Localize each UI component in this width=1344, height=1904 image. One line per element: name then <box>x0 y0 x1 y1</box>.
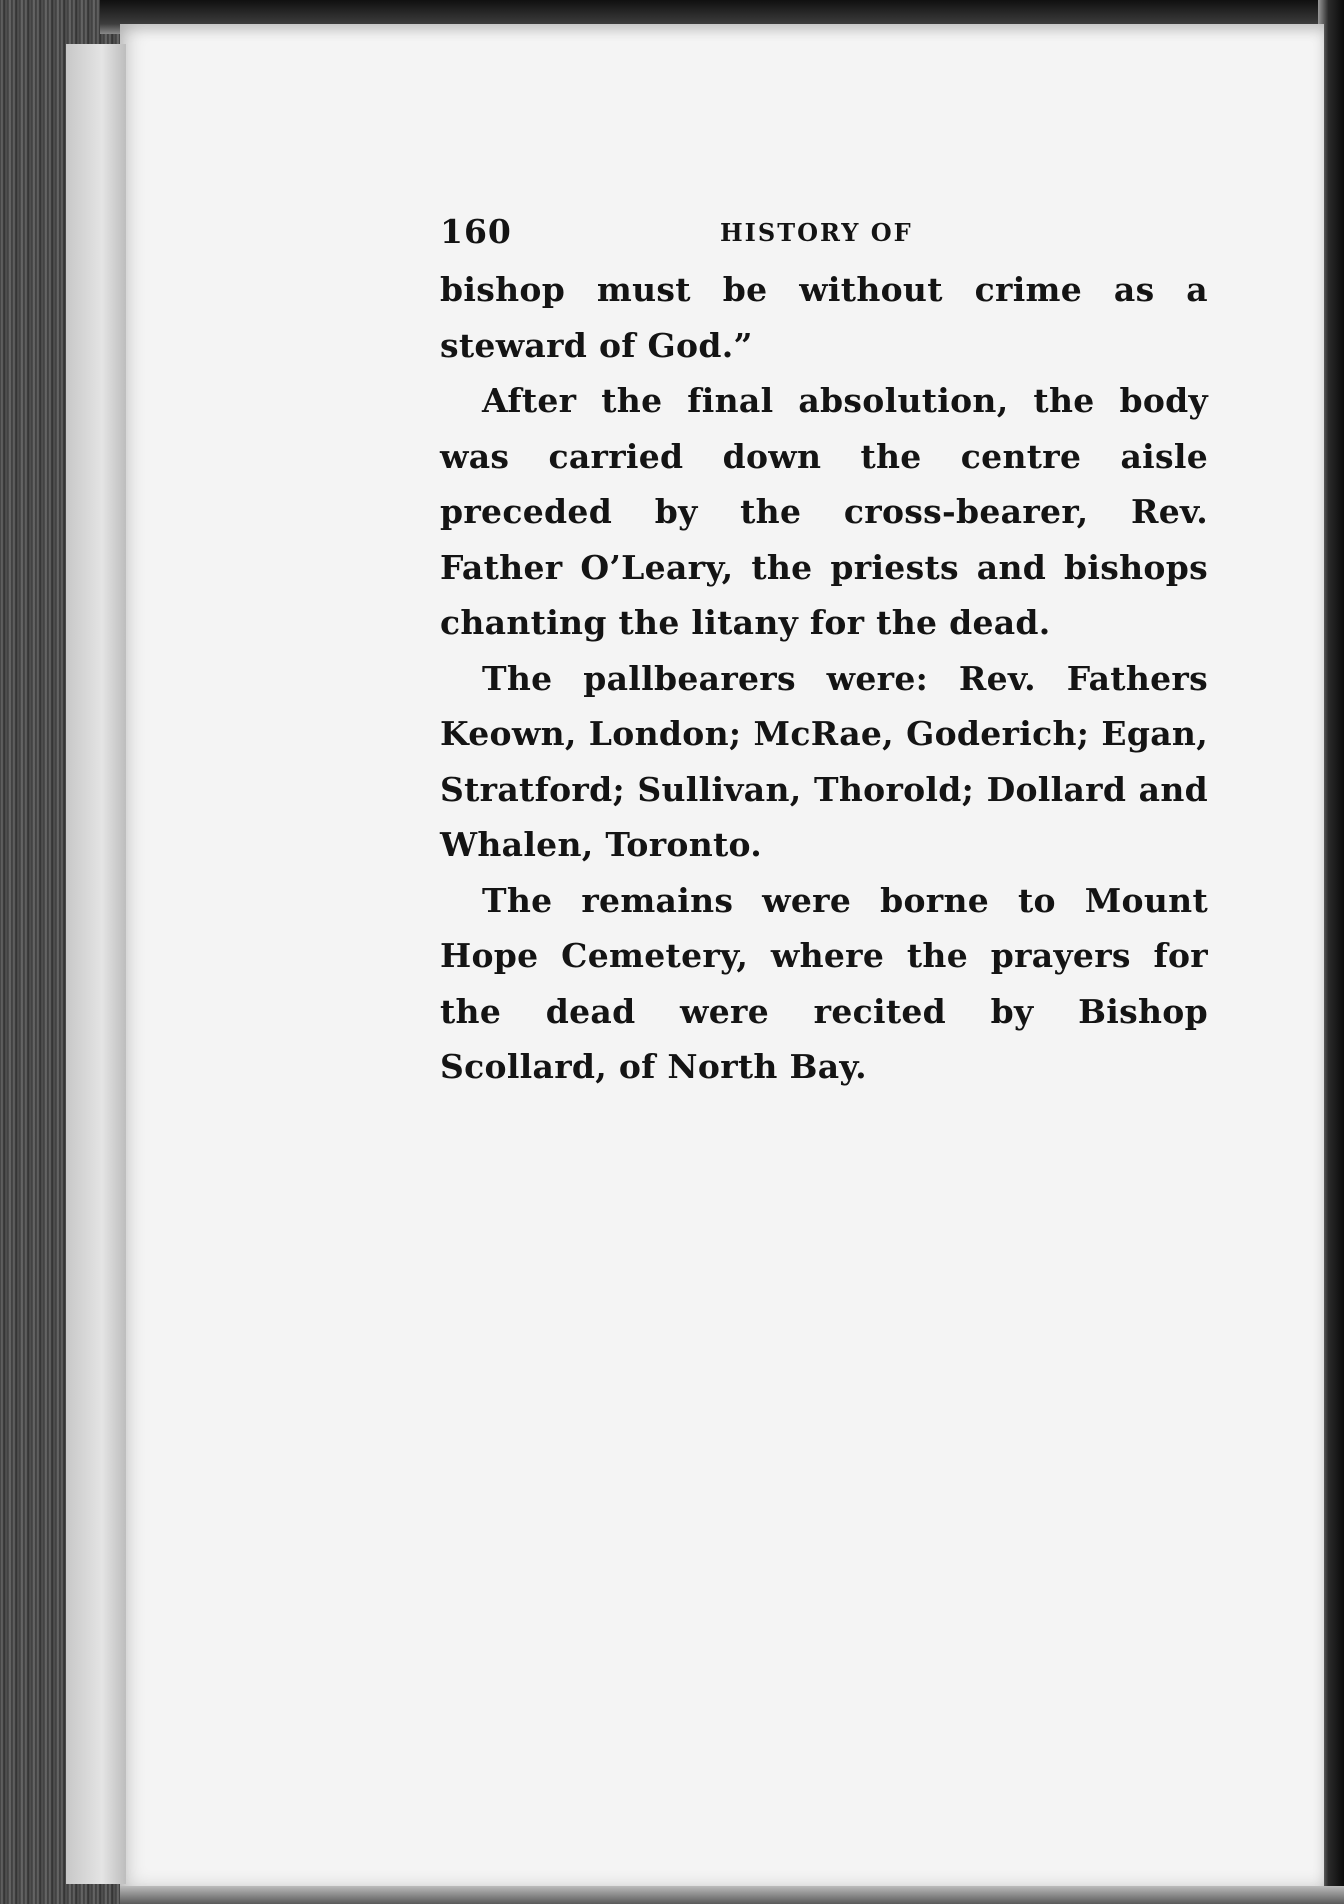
running-head <box>440 206 1208 262</box>
bottom-book-edge <box>120 1886 1344 1904</box>
inner-page-margin <box>66 44 126 1884</box>
paragraph-pallbearers: The pallbearers were: Rev. Fathers Keown, London; McRae, Goderich; Egan, Stratford; Sullivan, Thorold; Dollard and Whalen, Toronto. <box>440 658 1208 864</box>
page-number: 160 <box>440 212 512 251</box>
paragraph-absolution: After the final absolution, the body was carried down the centre aisle preceded by the cross-bearer, Rev. Father O’Leary, the priests and bishops chanting the litany for the dead. <box>440 381 1208 642</box>
paragraph-continuation: bishop must be without crime as a steward of God.” <box>440 270 1208 365</box>
running-title: HISTORY OF <box>720 218 913 247</box>
paragraph-burial: The remains were borne to Mount Hope Cemetery, where the prayers for the dead were recited by Bishop Scollard, of North Bay. <box>440 880 1208 1086</box>
page-text-block <box>440 206 1208 1095</box>
